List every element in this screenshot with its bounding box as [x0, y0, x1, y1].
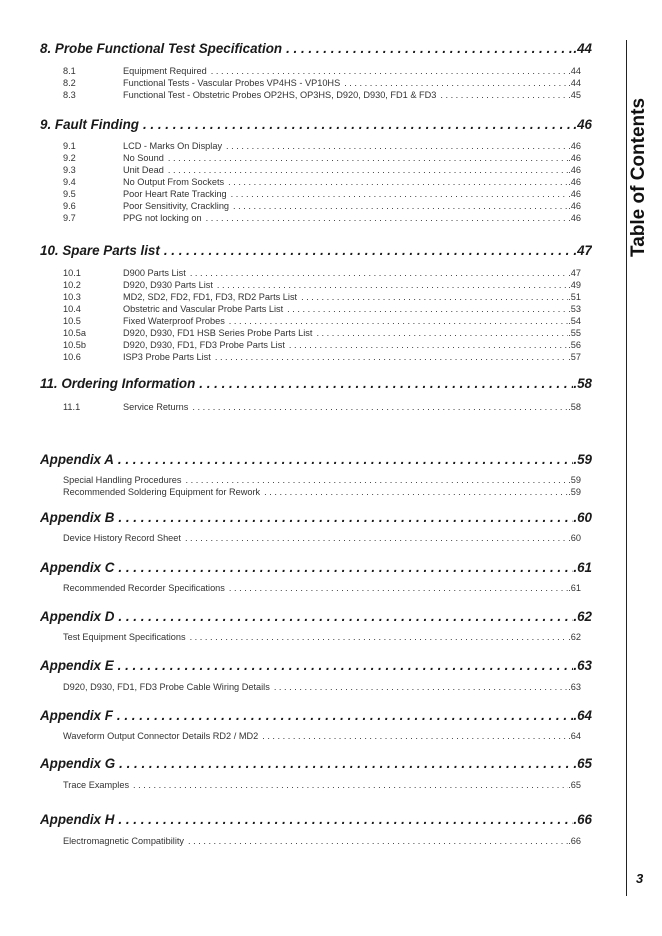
dot-leader — [182, 475, 569, 485]
entry-page: .59 — [568, 487, 581, 497]
entry-number: 9.6 — [63, 201, 76, 211]
entry-page: .59 — [568, 475, 581, 485]
entry-page: .46 — [568, 213, 581, 223]
toc-entry[interactable] — [63, 583, 581, 594]
entry-title: Fixed Waterproof Probes — [123, 316, 225, 326]
entry-page: .46 — [568, 201, 581, 211]
section-page: .64 — [573, 708, 592, 723]
entry-number: 10.3 — [63, 292, 81, 302]
dot-leader — [436, 90, 568, 100]
entry-title: Special Handling Procedures — [63, 475, 182, 485]
entry-page: .44 — [568, 66, 581, 76]
toc-entry[interactable] — [63, 836, 581, 847]
entry-number: 10.5b — [63, 340, 86, 350]
entry-number: 10.1 — [63, 268, 81, 278]
dot-leader — [195, 376, 573, 391]
entry-title: Trace Examples — [63, 780, 130, 790]
dot-leader — [207, 66, 568, 76]
entry-page: .47 — [568, 268, 581, 278]
entry-number: 8.2 — [63, 78, 76, 88]
dot-leader — [312, 328, 568, 338]
entry-title: Device History Record Sheet — [63, 533, 181, 543]
section-page: .63 — [573, 658, 592, 673]
dot-leader — [229, 201, 568, 211]
toc-entry[interactable] — [63, 316, 581, 327]
entry-page: .55 — [568, 328, 581, 338]
entry-title: Poor Heart Rate Tracking — [123, 189, 227, 199]
toc-entry[interactable] — [63, 292, 581, 303]
entry-title: Test Equipment Specifications — [63, 632, 186, 642]
dot-leader — [260, 487, 568, 497]
dot-leader — [139, 117, 573, 132]
section-heading[interactable] — [40, 452, 592, 470]
entry-number: 10.2 — [63, 280, 81, 290]
section-heading[interactable] — [40, 708, 592, 726]
entry-title: D920, D930, FD1, FD3 Probe Cable Wiring Details — [63, 682, 270, 692]
dot-leader — [129, 780, 568, 790]
entry-title: Functional Tests - Vascular Probes VP4HS - VP10HS — [123, 78, 341, 88]
dot-leader — [113, 708, 573, 723]
entry-title: Unit Dead — [123, 165, 164, 175]
section-page: .46 — [573, 117, 592, 132]
dot-leader — [114, 658, 574, 673]
section-title: Appendix B — [40, 510, 115, 525]
entry-title: No Output From Sockets — [123, 177, 225, 187]
entry-number: 9.5 — [63, 189, 76, 199]
dot-leader — [188, 402, 568, 412]
entry-page: .63 — [568, 682, 581, 692]
entry-title: Obstetric and Vascular Probe Parts List — [123, 304, 284, 314]
dot-leader — [114, 510, 573, 525]
entry-page: .58 — [568, 402, 581, 412]
entry-title: Poor Sensitivity, Crackling — [123, 201, 230, 211]
section-heading[interactable] — [40, 376, 592, 394]
entry-page: .44 — [568, 78, 581, 88]
dot-leader — [297, 292, 568, 302]
entry-page: .64 — [568, 731, 581, 741]
dot-leader — [282, 41, 573, 56]
dot-leader — [114, 452, 573, 467]
section-title: Appendix E — [40, 658, 114, 673]
entry-number: 10.5a — [63, 328, 86, 338]
dot-leader — [225, 583, 568, 593]
entry-page: .46 — [568, 153, 581, 163]
section-page: .59 — [573, 452, 592, 467]
toc-entry[interactable] — [63, 731, 581, 742]
entry-number: 10.5 — [63, 316, 81, 326]
toc-entry[interactable] — [63, 177, 581, 188]
entry-title: D920, D930 Parts List — [123, 280, 213, 290]
toc-entry[interactable] — [63, 328, 581, 339]
entry-page: .46 — [568, 177, 581, 187]
entry-number: 9.1 — [63, 141, 76, 151]
section-page: .44 — [573, 41, 592, 56]
section-title: Appendix C — [40, 560, 115, 575]
section-heading[interactable] — [40, 243, 592, 261]
entry-number: 11.1 — [63, 402, 81, 412]
toc-entry[interactable] — [63, 352, 581, 363]
entry-title: No Sound — [123, 153, 164, 163]
section-page: .60 — [573, 510, 592, 525]
entry-page: .46 — [568, 165, 581, 175]
toc-entry[interactable] — [63, 475, 581, 486]
dot-leader — [186, 268, 568, 278]
dot-leader — [164, 153, 568, 163]
section-heading[interactable] — [40, 812, 592, 830]
entry-page: .45 — [568, 90, 581, 100]
dot-leader — [283, 304, 568, 314]
entry-title: Electromagnetic Compatibility — [63, 836, 185, 846]
entry-title: Service Returns — [123, 402, 189, 412]
side-title: Table of Contents — [628, 97, 649, 257]
entry-title: PPG not locking on — [123, 213, 202, 223]
dot-leader — [202, 213, 569, 223]
entry-page: .46 — [568, 141, 581, 151]
section-title: Appendix G — [40, 756, 116, 771]
entry-number: 9.3 — [63, 165, 76, 175]
toc-entry[interactable] — [63, 189, 581, 200]
section-page: .47 — [573, 243, 592, 258]
entry-number: 8.1 — [63, 66, 76, 76]
dot-leader — [213, 280, 568, 290]
section-page: .66 — [573, 812, 592, 827]
entry-title: Functional Test - Obstetric Probes OP2HS, OP3HS, D920, D930, FD1 & FD3 — [123, 90, 437, 100]
section-page: .62 — [573, 609, 592, 624]
section-title: Appendix A — [40, 452, 114, 467]
entry-page: .54 — [568, 316, 581, 326]
dot-leader — [340, 78, 568, 88]
section-heading[interactable] — [40, 756, 592, 774]
dot-leader — [186, 632, 569, 642]
toc-entry[interactable] — [63, 165, 581, 176]
toc-entry[interactable] — [63, 533, 581, 544]
dot-leader — [270, 682, 568, 692]
section-title: Appendix D — [40, 609, 115, 624]
entry-page: .53 — [568, 304, 581, 314]
entry-title: LCD - Marks On Display — [123, 141, 223, 151]
entry-number: 9.4 — [63, 177, 76, 187]
dot-leader — [285, 340, 568, 350]
entry-page: .56 — [568, 340, 581, 350]
section-page: .58 — [573, 376, 592, 391]
entry-title: Recommended Soldering Equipment for Rework — [63, 487, 261, 497]
dot-leader — [115, 756, 573, 771]
entry-number: 10.6 — [63, 352, 81, 362]
entry-number: 9.7 — [63, 213, 76, 223]
vertical-divider — [626, 40, 627, 896]
section-title: 9. Fault Finding — [40, 117, 139, 132]
section-title: 11. Ordering Information — [40, 376, 196, 391]
entry-page: .61 — [568, 583, 581, 593]
entry-page: .49 — [568, 280, 581, 290]
section-title: 10. Spare Parts list — [40, 243, 160, 258]
entry-title: ISP3 Probe Parts List — [123, 352, 211, 362]
section-heading[interactable] — [40, 609, 592, 627]
toc-entry[interactable] — [63, 90, 581, 101]
dot-leader — [184, 836, 568, 846]
entry-title: Recommended Recorder Specifications — [63, 583, 225, 593]
toc-entry[interactable] — [63, 280, 581, 291]
toc-entry[interactable] — [63, 78, 581, 89]
section-title: Appendix H — [40, 812, 115, 827]
section-heading[interactable] — [40, 658, 592, 676]
dot-leader — [225, 316, 568, 326]
dot-leader — [114, 609, 573, 624]
toc-entry[interactable] — [63, 402, 581, 413]
toc-entry[interactable] — [63, 66, 581, 77]
dot-leader — [258, 731, 568, 741]
entry-title: D900 Parts List — [123, 268, 186, 278]
toc-entry[interactable] — [63, 268, 581, 279]
toc-entry[interactable] — [63, 340, 581, 351]
dot-leader — [227, 189, 569, 199]
section-page: .61 — [573, 560, 592, 575]
dot-leader — [160, 243, 574, 258]
entry-number: 8.3 — [63, 90, 76, 100]
section-heading[interactable] — [40, 41, 592, 59]
entry-page: .46 — [568, 189, 581, 199]
section-page: .65 — [573, 756, 592, 771]
dot-leader — [114, 560, 573, 575]
entry-title: D920, D930, FD1, FD3 Probe Parts List — [123, 340, 285, 350]
entry-page: .62 — [568, 632, 581, 642]
dot-leader — [222, 141, 568, 151]
toc-entry[interactable] — [63, 201, 581, 212]
dot-leader — [164, 165, 568, 175]
section-heading[interactable] — [40, 510, 592, 528]
section-heading[interactable] — [40, 117, 592, 135]
toc-entry[interactable] — [63, 304, 581, 315]
entry-page: .57 — [568, 352, 581, 362]
toc-entry[interactable] — [63, 213, 581, 224]
entry-number: 10.4 — [63, 304, 81, 314]
dot-leader — [114, 812, 573, 827]
toc-entry[interactable] — [63, 780, 581, 791]
entry-title: MD2, SD2, FD2, FD1, FD3, RD2 Parts List — [123, 292, 298, 302]
entry-number: 9.2 — [63, 153, 76, 163]
section-title: Appendix F — [40, 708, 113, 723]
entry-title: Waveform Output Connector Details RD2 / MD2 — [63, 731, 259, 741]
toc-entry[interactable] — [63, 487, 581, 498]
entry-page: .60 — [568, 533, 581, 543]
toc-entry[interactable] — [63, 682, 581, 693]
entry-page: .65 — [568, 780, 581, 790]
entry-title: D920, D930, FD1 HSB Series Probe Parts List — [123, 328, 313, 338]
entry-page: .51 — [568, 292, 581, 302]
entry-title: Equipment Required — [123, 66, 207, 76]
section-heading[interactable] — [40, 560, 592, 578]
toc-entry[interactable] — [63, 153, 581, 164]
page-number: 3 — [636, 871, 644, 886]
toc-entry[interactable] — [63, 141, 581, 152]
entry-page: .66 — [568, 836, 581, 846]
dot-leader — [181, 533, 568, 543]
dot-leader — [224, 177, 568, 187]
section-title: 8. Probe Functional Test Specification — [40, 41, 283, 56]
dot-leader — [211, 352, 568, 362]
toc-entry[interactable] — [63, 632, 581, 643]
